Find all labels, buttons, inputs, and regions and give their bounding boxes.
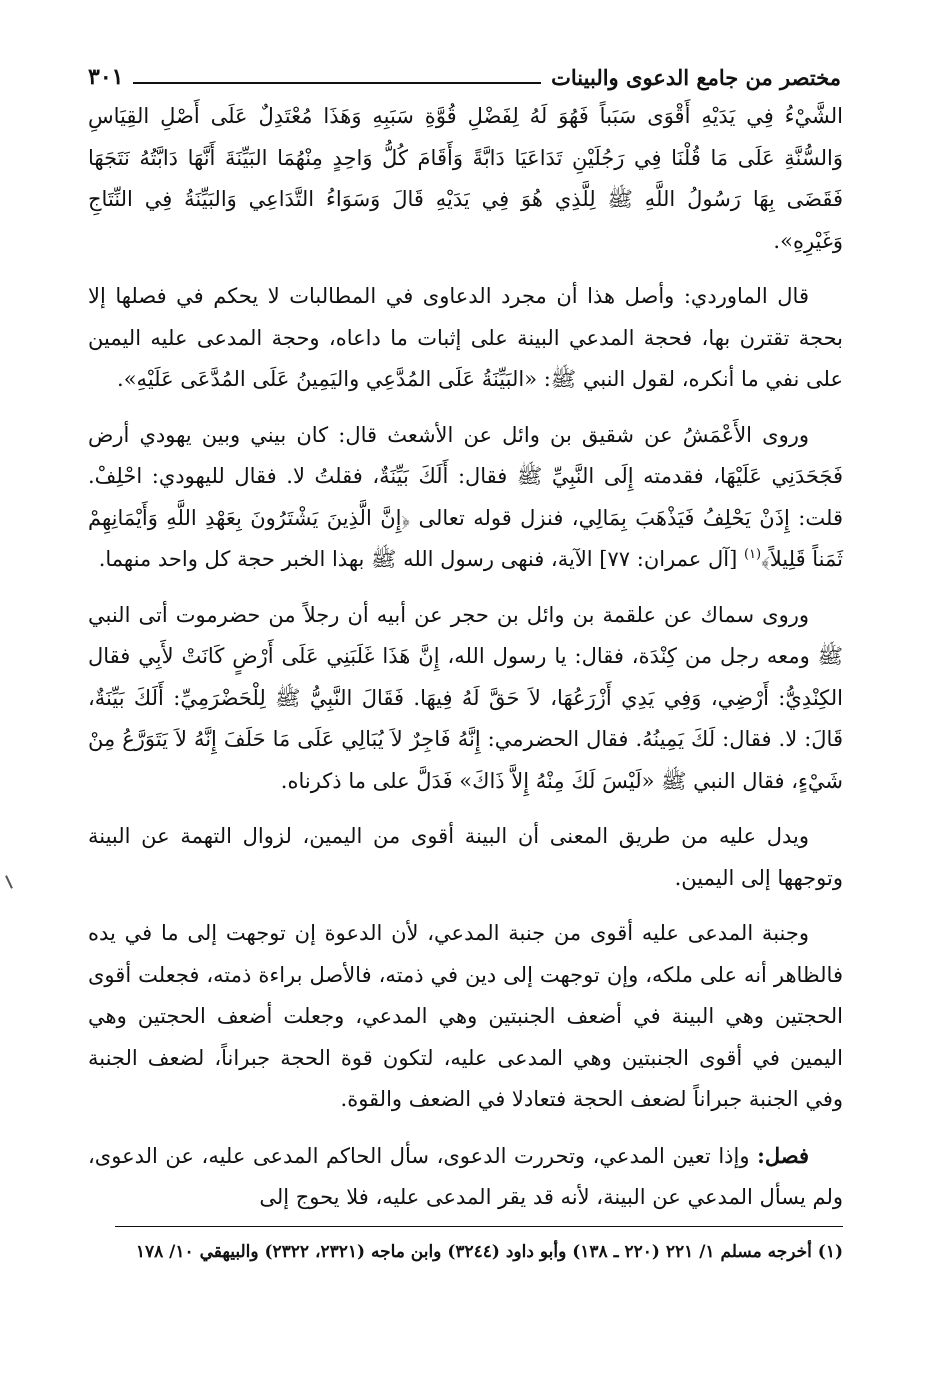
paragraph-text: وإذا تعين المدعي، وتحررت الدعوى، سأل الحاكم المدعى عليه، عن الدعوى، ولم يسأل المدعي عن البينة، لأنه قد يقر المدعى عليه، فلا يحوج إلى bbox=[88, 1143, 843, 1209]
paragraph bbox=[88, 415, 843, 581]
footnote-separator bbox=[115, 1226, 843, 1227]
paragraph-text: وروى الأَعْمَشُ عن شقيق بن وائل عن الأشعث قال: كان بيني وبين يهودي أرض فَجَحَدَنِي عَلَيْهَا، فقدمته إِلَى النَّبِيِّ ﷺ فقال: أَلَكَ بَيِّنَةٌ، فقلتُ لا. فقال لليهودي: احْلِفْ. قلت: إِذَنْ يَحْلِفُ فَيَذْهَبَ بِمَالِي، فنزل قوله تعالى ﴿إِنَّ الَّذِينَ يَشْتَرُونَ بِعَهْدِ اللَّهِ وَأَيْمَانِهِمْ ثَمَناً قَلِيلاً﴾ bbox=[88, 422, 843, 571]
section-label: فصل: bbox=[757, 1142, 809, 1168]
paragraph: وجنبة المدعى عليه أقوى من جنبة المدعي، لأن الدعوة إن توجهت إلى ما في يده فالظاهر أنه على ملكه، وإن توجهت إلى دين في ذمته، فالأصل براءة ذمته، فجعلت أقوى الحجتين وهي البينة في أضعف الجنبتين وهي المدعي، وجعلت أضعف الحجتين وهي اليمين في أقوى الجنبتين وهي المدعى عليه، لتكون قوة الحجة جبراناً، لضعف الجنبة وفي الجنبة جبراناً لضعف الحجة فتعادلا في الضعف والقوة. bbox=[88, 921, 843, 1111]
footnote: (١) أخرجه مسلم ١/ ٢٢١ (٢٢٠ ـ ١٣٨) وأبو داود (٣٢٤٤) وابن ماجه (٢٣٢١، ٢٣٢٢) والبيهقي ١٠/ ١٧٨ bbox=[135, 1242, 843, 1262]
paragraph: ويدل عليه من طريق المعنى أن البينة أقوى من اليمين، لزوال التهمة عن البينة وتوجهها إلى اليمين. bbox=[88, 824, 843, 890]
paragraph: وروى سماك عن علقمة بن وائل بن حجر عن أبيه أن رجلاً من حضرموت أتى النبي ﷺ ومعه رجل من كِنْدَة، فقال: يا رسول الله، إِنَّ هَذَا غَلَبَنِي عَلَى أَرْضٍ كَانَتْ لأَبِي فقال الكِنْدِيُّ: أَرْضِي، وَفِي يَدِي أَزْرَعُهَا، لاَ حَقَّ لَهُ فِيهَا. فَقَالَ النَّبِيُّ ﷺ لِلْحَضْرَمِيِّ: أَلَكَ بَيِّنَةٌ، قَالَ: لا. فقال: لَكَ يَمِينُهُ. فقال الحضرمي: إِنَّهُ فَاجِرٌ لاَ يُبَالِي عَلَى مَا حَلَفَ إِنَّهُ لاَ يَتَوَرَّعُ مِنْ شَيْءٍ، فقال النبي ﷺ «لَيْسَ لَكَ مِنْهُ إِلاَّ ذَاكَ» فَدَلَّ على ما ذكرناه. bbox=[88, 602, 843, 793]
running-header bbox=[88, 60, 841, 94]
footnote-reference: (١) bbox=[743, 547, 762, 562]
header-title: مختصر من جامع الدعوى والبينات bbox=[551, 64, 841, 90]
paragraph bbox=[88, 1135, 843, 1219]
page-number: ٣٠١ bbox=[88, 64, 124, 90]
body-text bbox=[88, 96, 843, 1233]
header-rule bbox=[133, 82, 541, 84]
paragraph-text-continued: [آل عمران: ٧٧] الآية، فنهى رسول الله ﷺ بهذا الخبر حجة كل واحد منهما. bbox=[98, 547, 744, 571]
paragraph: قال الماوردي: وأصل هذا أن مجرد الدعاوى في المطالبات لا يحكم في فصلها إلا بحجة تقترن بها، فحجة المدعي البينة على إثبات ما داعاه، وحجة المدعى عليه اليمين على نفي ما أنكره، لقول النبي ﷺ: «البَيِّنَةُ عَلَى المُدَّعِي واليَمِينُ عَلَى المُدَّعَى عَلَيْهِ». bbox=[88, 284, 843, 391]
scan-mark bbox=[5, 875, 13, 889]
paragraph: الشَّيْءُ فِي يَدَيْهِ أَقْوَى سَبَباً فَهُوَ لَهُ لِفَضْلِ قُوَّةِ سَبَبِهِ وَهَذَا مُعْتَدِلٌ عَلَى أَصْلِ القِيَاسِ وَالسُّنَّةِ عَلَى مَا قُلْنَا فِي رَجُلَيْنِ تَدَاعَيَا دَابَّةً وَأَقَامَ كُلُّ وَاحِدٍ مِنْهُمَا البَيِّنَةَ أَنَّهَا دَابَّتُهُ نَتَجَهَا فَقَضَى بِهَا رَسُولُ اللَّهِ ﷺ لِلَّذِي هُوَ فِي يَدَيْهِ قَالَ وَسَوَاءُ التَّدَاعِي وَالبَيِّنَةُ فِي النِّتَاجِ وَغَيْرِهِ». bbox=[88, 104, 843, 253]
